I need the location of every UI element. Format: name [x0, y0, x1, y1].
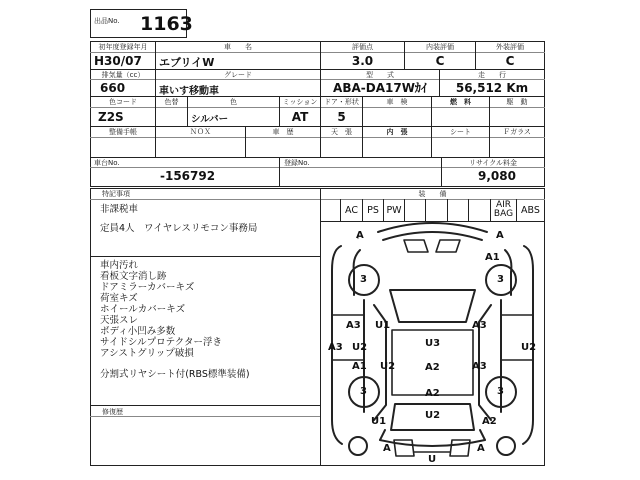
- damage-mark: A: [477, 443, 485, 454]
- notes-extra: 分割式リヤシート付(RBS標準装備): [100, 369, 250, 380]
- exterior-grade-label: 外装評価: [496, 43, 524, 51]
- color-label: 色: [230, 98, 237, 106]
- color-code: Z2S: [98, 110, 124, 124]
- damage-mark: A2: [425, 362, 440, 373]
- model-code-label: 型 式: [366, 71, 394, 79]
- damage-mark: A3: [472, 320, 487, 331]
- damage-mark: U2: [380, 361, 396, 372]
- damage-mark: U: [428, 454, 437, 465]
- drive-label: 駆 動: [506, 98, 528, 106]
- registration-label: 登録No.: [284, 159, 310, 167]
- score-label: 評価点: [352, 43, 373, 51]
- color-change-label: 色替: [164, 98, 179, 106]
- displacement: 660: [100, 81, 126, 95]
- damage-mark: A3: [328, 342, 343, 353]
- notes-item: アシストグリップ破損: [100, 348, 194, 359]
- notes-line-2: 定員4人 ワイヤレスリモコン事務局: [100, 223, 258, 234]
- damage-mark: A3: [346, 320, 361, 331]
- damage-mark: U1: [371, 416, 387, 427]
- history-label: 車 歴: [272, 128, 294, 136]
- recycle-fee-label: リサイクル料金: [468, 159, 518, 167]
- chassis-label: 車台No.: [94, 159, 120, 167]
- mileage: 56,512 Km: [455, 81, 529, 95]
- car-name-label: 車 名: [224, 43, 252, 51]
- notes-item: 看板文字消し跡: [100, 271, 167, 282]
- damage-mark: A1: [352, 361, 367, 372]
- reg-date-label: 初年度登録年月: [98, 43, 148, 51]
- color: シルバー: [191, 114, 229, 125]
- notes-item: 荷室キズ: [100, 293, 138, 304]
- nox-label: ＮＯＸ: [190, 128, 211, 136]
- damage-mark: A2: [425, 388, 440, 399]
- damage-mark: A2: [482, 416, 497, 427]
- damage-mark: 3: [497, 274, 504, 285]
- equipment-abs: ABS: [521, 205, 540, 216]
- exterior-grade: C: [505, 54, 515, 68]
- reg-date: H30/07: [94, 54, 142, 68]
- transmission-label: ミッション: [282, 98, 318, 106]
- damage-mark: 3: [360, 386, 367, 397]
- damage-mark: 3: [360, 274, 367, 285]
- damage-mark: U3: [425, 338, 441, 349]
- damage-mark: U1: [375, 320, 391, 331]
- equipment-pw: PW: [386, 205, 402, 216]
- chassis-number: -156792: [160, 169, 216, 183]
- fuel-label: 燃 料: [450, 98, 471, 106]
- notes-item: 車内汚れ: [100, 260, 139, 271]
- damage-mark: A: [383, 443, 391, 454]
- grade-label: グレード: [224, 71, 252, 79]
- headliner-label: 天 張: [331, 128, 352, 136]
- notes-label: 特記事項: [102, 190, 130, 198]
- grade: 車いす移動車: [159, 86, 219, 97]
- seat-label: シート: [450, 128, 471, 136]
- damage-mark: U2: [352, 342, 368, 353]
- lot-number: 1163: [140, 13, 193, 35]
- equipment-ps: PS: [367, 205, 379, 216]
- interior-grade: C: [435, 54, 445, 68]
- notes-item: ボディ小凹み多数: [100, 326, 176, 337]
- equipment-airbag: AIR BAG: [493, 200, 514, 219]
- doors-label: ドア・形状: [324, 98, 359, 106]
- displacement-label: 排気量（cc）: [101, 71, 145, 79]
- interior-trim-label: 内 張: [386, 128, 408, 136]
- mileage-label: 走 行: [478, 71, 506, 79]
- notes-item: サイドシルプロテクター浮き: [100, 337, 223, 348]
- notes-item: ドアミラーカバーキズ: [100, 282, 195, 293]
- damage-mark: A: [496, 230, 504, 241]
- equipment-label: 装 備: [418, 190, 447, 198]
- repair-history-label: 修復歴: [102, 408, 123, 416]
- damage-mark: 3: [497, 386, 504, 397]
- service-book-label: 整備手帳: [109, 128, 137, 136]
- notes-item: 天張スレ: [100, 315, 139, 326]
- car-name: エブリイW: [159, 56, 215, 69]
- notes-item: ホイールカバーキズ: [100, 304, 186, 315]
- equipment-ac: AC: [345, 205, 358, 216]
- notes-line-1: 非課税車: [100, 204, 139, 215]
- interior-grade-label: 内装評価: [426, 43, 454, 51]
- front-glass-label: Ｆガラス: [503, 128, 531, 136]
- lot-number-label: 出品No.: [94, 17, 120, 25]
- color-code-label: 色コード: [109, 98, 137, 106]
- model-code: ABA-DA17Wｶｲ: [333, 81, 427, 95]
- inspection-label: 車 検: [386, 98, 408, 106]
- transmission: AT: [291, 110, 309, 124]
- damage-mark: U2: [521, 342, 537, 353]
- doors: 5: [337, 110, 346, 124]
- damage-mark: A3: [472, 361, 487, 372]
- score: 3.0: [351, 54, 374, 68]
- damage-mark: U2: [425, 410, 441, 421]
- damage-mark: A: [356, 230, 364, 241]
- damage-mark: A1: [485, 252, 500, 263]
- recycle-fee: 9,080: [478, 169, 516, 183]
